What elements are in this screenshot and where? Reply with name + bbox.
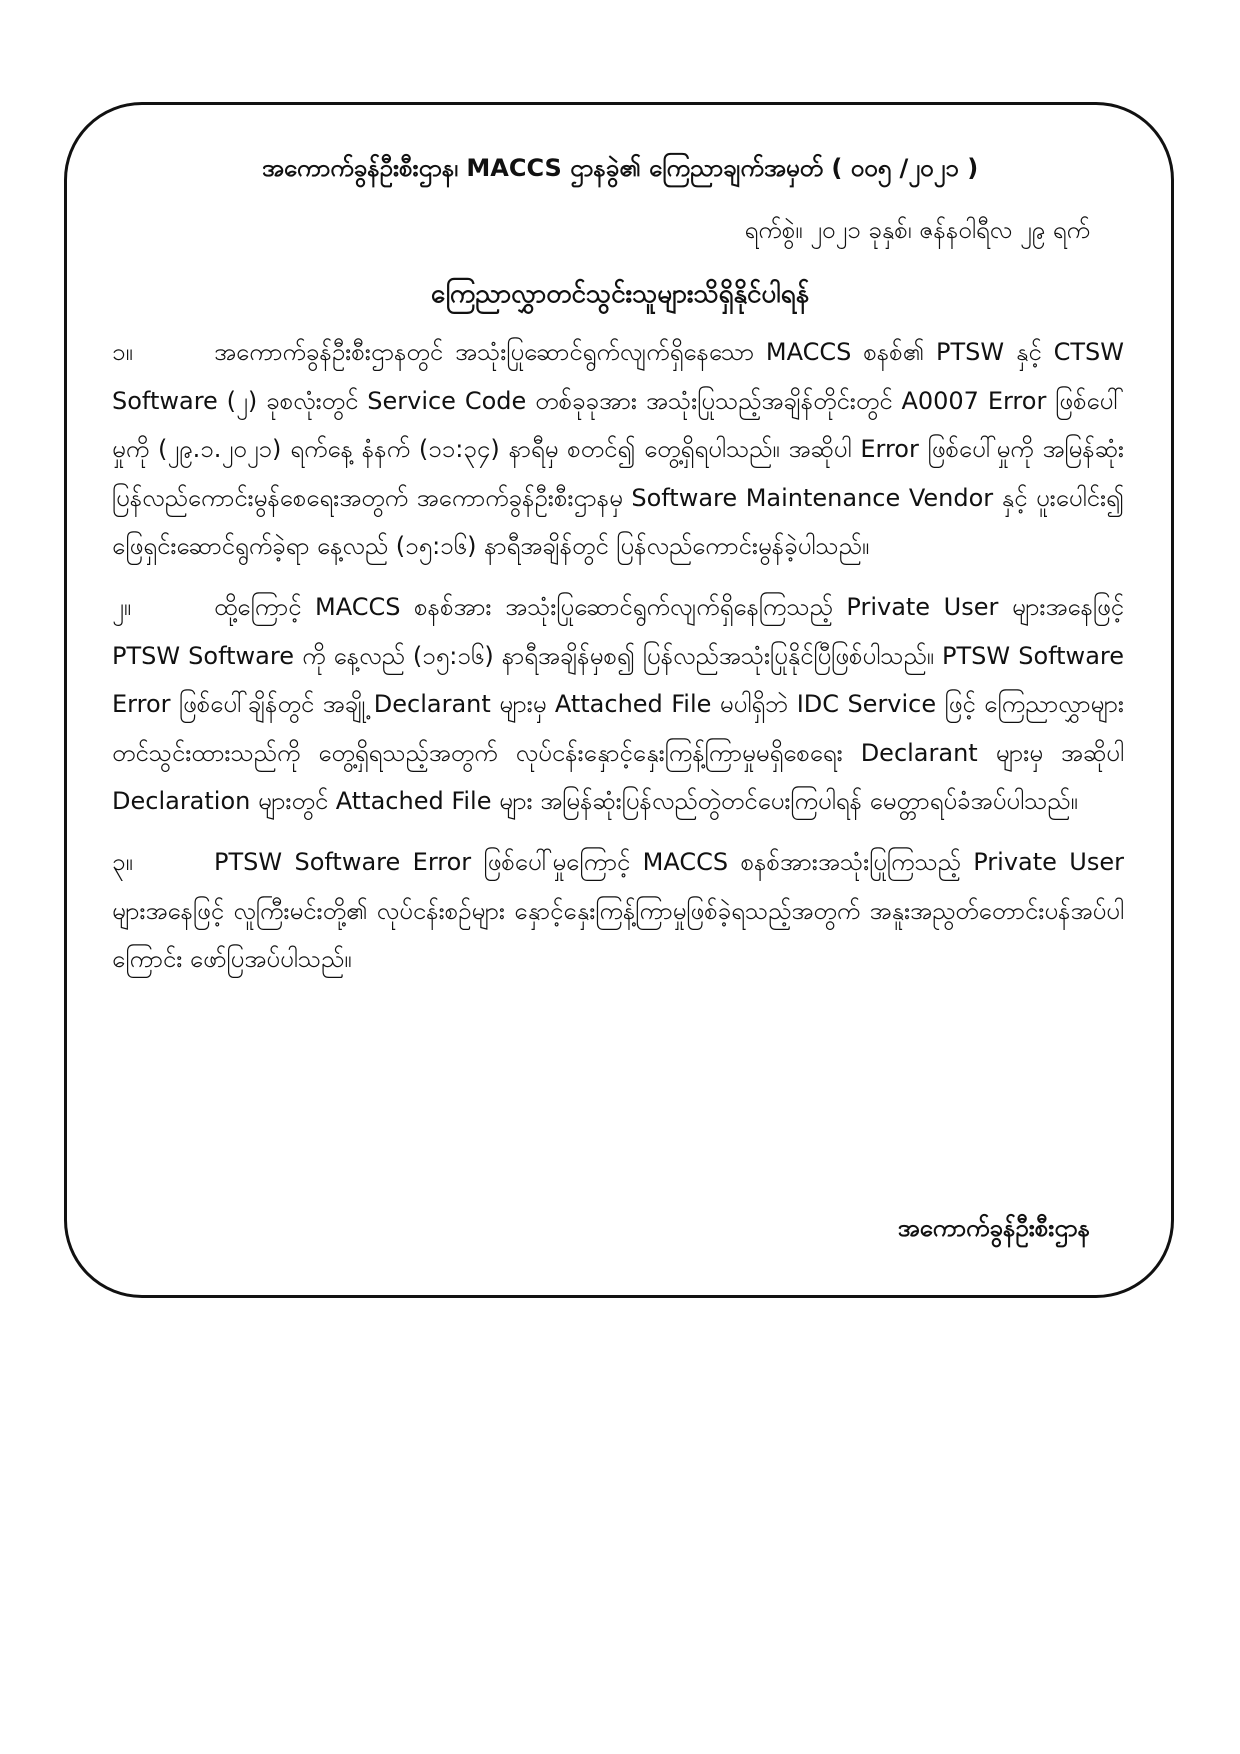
notice-body — [112, 328, 1124, 996]
notice-header-title: အကောက်ခွန်ဦးစီးဌာန၊ MACCS ဌာနခွဲ၏ ကြေညာချက်အမှတ် ( ၀၀၅ /၂၀၂၁ ) — [261, 154, 979, 182]
paragraph-number: ၃။ — [112, 847, 133, 876]
paragraph-text: ထို့ကြောင့် MACCS စနစ်အား အသုံးပြုဆောင်ရွက်လျက်ရှိနေကြသည့် Private User များအနေဖြင့် PTSW Software ကို နေ့လည် (၁၅:၁၆) နာရီအချိန်မှစ၍ ပြန်လည်အသုံးပြုနိုင်ပြီဖြစ်ပါသည်။ PTSW Software Error ဖြစ်ပေါ်ချိန်တွင် အချို့ Declarant များမှ Attached File မပါရှိဘဲ IDC Service ဖြင့် ကြေညာလွှာများတင်သွင်းထားသည်ကို တွေ့ရှိရသည့်အတွက် လုပ်ငန်းနှောင့်နှေးကြန့်ကြာမှုမရှိစေရေး Declarant များမှ အဆိုပါ Declaration များတွင် Attached File များ အမြန်ဆုံးပြန်လည်တွဲတင်ပေးကြပါရန် မေတ္တာရပ်ခံအပ်ပါသည်။ — [112, 592, 1124, 816]
paragraph-3 — [112, 838, 1124, 984]
paragraph-number: ၁။ — [112, 338, 133, 366]
paragraph-number: ၂။ — [112, 592, 132, 621]
notice-date: ရက်စွဲ။ ၂၀၂၁ ခုနှစ်၊ ဇန်နဝါရီလ ၂၉ ရက် — [744, 216, 1090, 244]
paragraph-2 — [112, 583, 1124, 826]
paragraph-1 — [112, 328, 1124, 571]
notice-subject: ကြေညာလွှာတင်သွင်းသူများသိရှိနိုင်ပါရန် — [430, 279, 810, 309]
paragraph-text: PTSW Software Error ဖြစ်ပေါ်မှုကြောင့် MACCS စနစ်အားအသုံးပြုကြသည့် Private User များအနေဖြင့် လူကြီးမင်းတို့၏ လုပ်ငန်းစဉ်များ နှောင့်နှေးကြန့်ကြာမှုဖြစ်ခဲ့ရသည့်အတွက် အနူးအညွတ်တောင်းပန်အပ်ပါကြောင်း ဖော်ပြအပ်ပါသည်။ — [112, 847, 1125, 974]
paragraph-text: အကောက်ခွန်ဦးစီးဌာနတွင် အသုံးပြုဆောင်ရွက်လျက်ရှိနေသော MACCS စနစ်၏ PTSW နှင့် CTSW Software (၂) ခုစလုံးတွင် Service Code တစ်ခုခုအား အသုံးပြုသည့်အချိန်တိုင်းတွင် A0007 Error ဖြစ်ပေါ်မှုကို (၂၉.၁.၂၀၂၁) ရက်နေ့ နံနက် (၁၁:၃၄) နာရီမှ စတင်၍ တွေ့ရှိရပါသည်။ အဆိုပါ Error ဖြစ်ပေါ်မှုကို အမြန်ဆုံးပြန်လည်ကောင်းမွန်စေရေးအတွက် အကောက်ခွန်ဦးစီးဌာနမှ Software Maintenance Vendor နှင့် ပူးပေါင်း၍ ဖြေရှင်းဆောင်ရွက်ခဲ့ရာ နေ့လည် (၁၅:၁၆) နာရီအချိန်တွင် ပြန်လည်ကောင်းမွန်ခဲ့ပါသည်။ — [112, 338, 1125, 561]
notice-signature: အကောက်ခွန်ဦးစီးဌာန — [897, 1214, 1090, 1242]
